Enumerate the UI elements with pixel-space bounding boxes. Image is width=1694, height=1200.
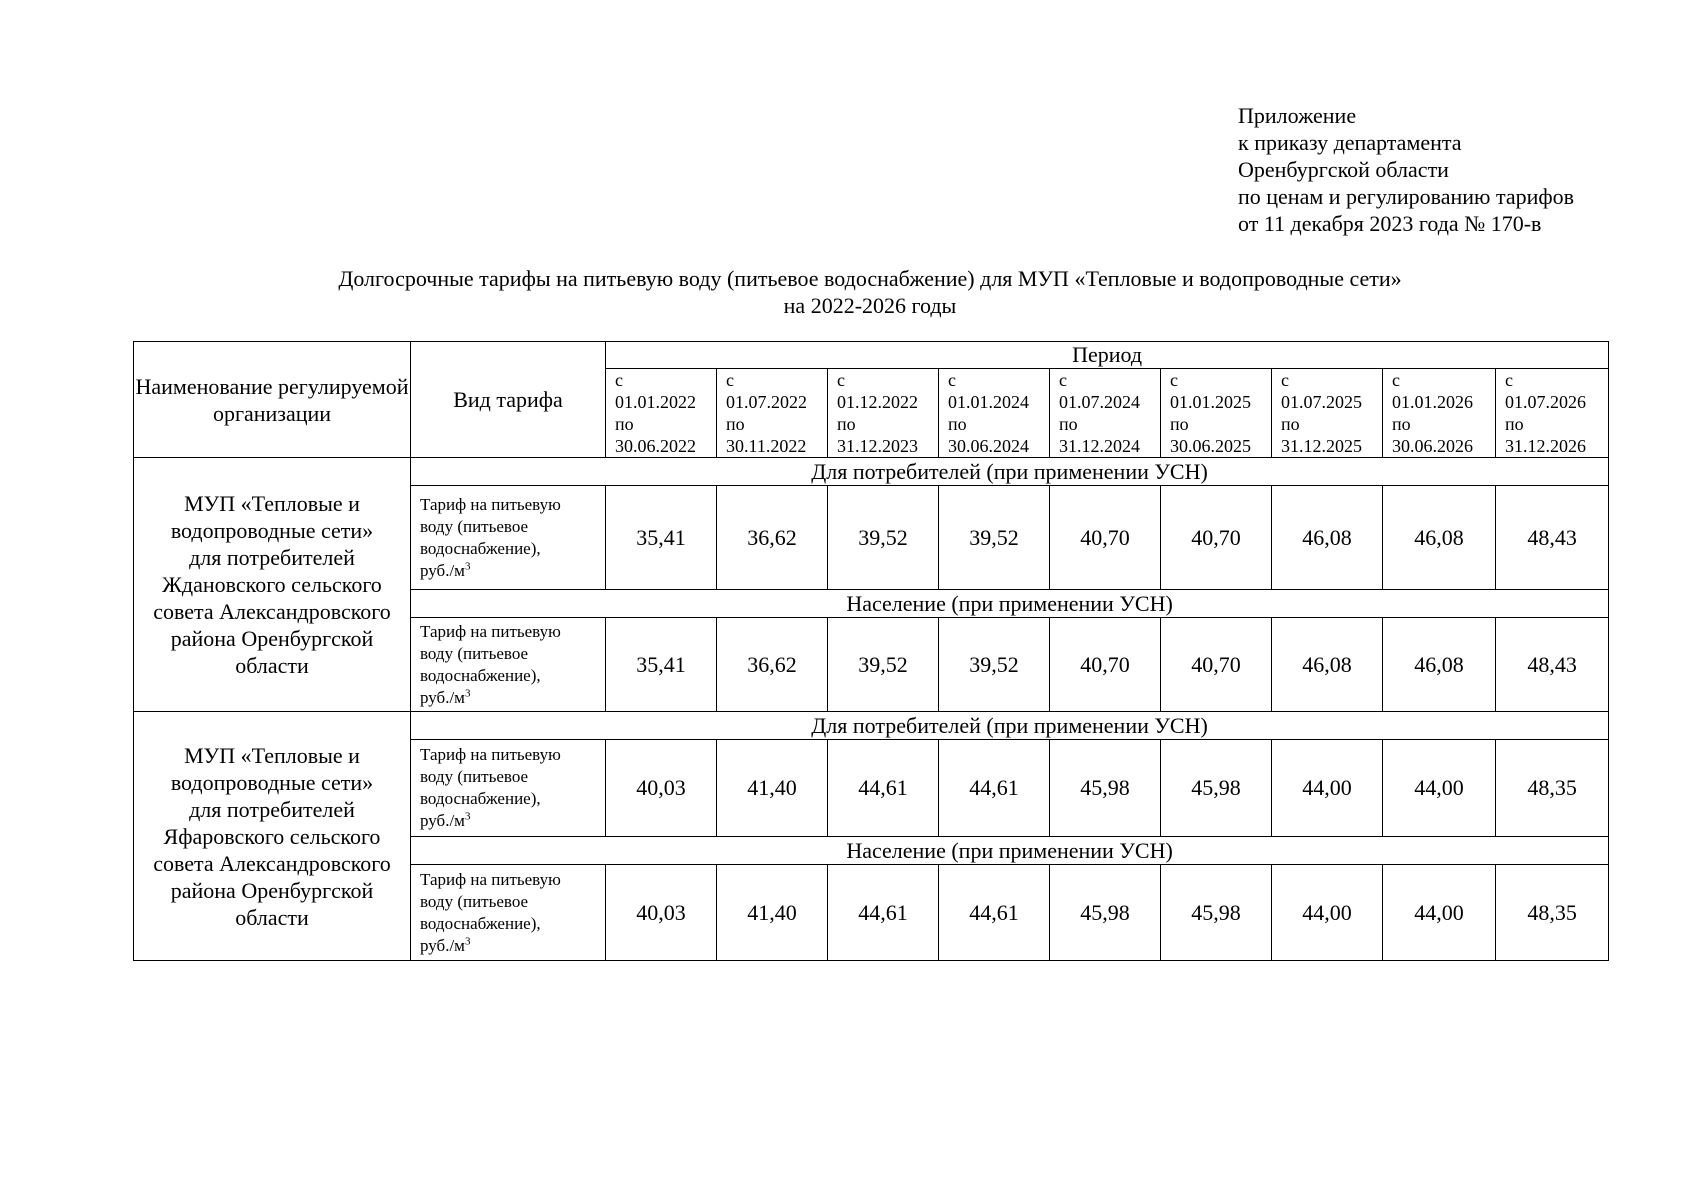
- org-name-line: совета Александровского: [153, 850, 391, 876]
- tariff-value-cell: 35,41: [606, 618, 717, 712]
- org-name-line: Ждановского сельского: [162, 572, 382, 597]
- tariff-value-cell: 44,61: [939, 865, 1050, 961]
- period-header-cell: [606, 369, 717, 458]
- title-line-2: на 2022-2026 годы: [783, 293, 957, 318]
- period-to-label: по: [837, 414, 856, 434]
- tariff-value-cell: 40,70: [1050, 486, 1161, 590]
- period-to-label: по: [726, 414, 745, 434]
- tariff-type-line: водоснабжение),: [420, 538, 541, 558]
- tariff-type-cell: [411, 618, 606, 712]
- group-label-cell: Население (при применении УСН): [411, 837, 1609, 865]
- period-from-label: с: [1281, 370, 1289, 390]
- period-from: 01.07.2025: [1281, 392, 1362, 412]
- group-label-cell: Для потребителей (при применении УСН): [411, 712, 1609, 740]
- group-label-cell: Для потребителей (при применении УСН): [411, 458, 1609, 486]
- org-name-line: района Оренбургской: [170, 626, 374, 651]
- period-to: 31.12.2024: [1059, 436, 1140, 456]
- org-name-line: МУП «Тепловые и: [184, 742, 360, 768]
- tariff-type-line: водоснабжение),: [420, 789, 541, 808]
- tariff-value-cell: 44,00: [1383, 740, 1496, 837]
- tariff-value-cell: 40,70: [1050, 618, 1161, 712]
- tariff-type-line: водоснабжение),: [420, 665, 541, 685]
- period-to-label: по: [1392, 414, 1411, 434]
- period-to-label: по: [1505, 414, 1524, 434]
- period-to-label: по: [1170, 414, 1189, 434]
- tariff-value-cell: 45,98: [1050, 740, 1161, 837]
- period-header-cell: [828, 369, 939, 458]
- tariff-value-cell: 35,41: [606, 486, 717, 590]
- tariff-type-line: воду (питьевое: [420, 643, 529, 663]
- period-to-label: по: [948, 414, 967, 434]
- appendix-line: по ценам и регулированию тарифов: [1238, 184, 1575, 209]
- tariff-type-line: воду (питьевое: [420, 767, 529, 786]
- tariff-unit-exponent: 3: [464, 559, 471, 572]
- tariff-unit: [420, 560, 605, 582]
- tariff-value-cell: 41,40: [717, 865, 828, 961]
- period-from-label: с: [1505, 370, 1513, 390]
- period-header-cell: [1496, 369, 1609, 458]
- group-label-cell: Население (при применении УСН): [411, 590, 1609, 618]
- org-name-line: Яфаровского сельского: [163, 823, 381, 849]
- period-from: 01.01.2022: [615, 392, 696, 412]
- period-from-label: с: [1392, 370, 1400, 390]
- period-from: 01.01.2026: [1392, 392, 1473, 412]
- appendix-line: Приложение: [1238, 103, 1357, 128]
- tariff-value-cell: 39,52: [939, 618, 1050, 712]
- period-to-label: по: [1281, 414, 1300, 434]
- period-from-label: с: [1170, 370, 1178, 390]
- tariff-value-cell: 36,62: [717, 618, 828, 712]
- tariff-unit-text: руб./м: [420, 560, 465, 580]
- period-header-cell: [717, 369, 828, 458]
- appendix-line: от 11 декабря 2023 года № 170-в: [1238, 211, 1542, 236]
- org-name-cell: [134, 712, 411, 961]
- tariff-value-cell: 46,08: [1383, 618, 1496, 712]
- tariff-type-line: Тариф на питьевую: [420, 494, 561, 514]
- group-row: [134, 458, 1609, 486]
- tariff-type-header: Вид тарифа: [411, 342, 606, 458]
- tariff-type-cell: [411, 865, 606, 961]
- org-name-line: водопроводные сети»: [170, 518, 374, 543]
- org-name-cell: [134, 458, 411, 712]
- tariff-unit-text: руб./м: [420, 935, 465, 955]
- appendix-line: Оренбургской области: [1238, 157, 1449, 182]
- period-from-label: с: [1059, 370, 1067, 390]
- period-from: 01.07.2026: [1505, 392, 1586, 412]
- period-from: 01.01.2025: [1170, 392, 1251, 412]
- tariff-value-cell: 40,03: [606, 865, 717, 961]
- tariff-value-cell: 40,70: [1161, 486, 1272, 590]
- period-from-label: с: [948, 370, 956, 390]
- period-header-cell: [1050, 369, 1161, 458]
- org-name-line: МУП «Тепловые и: [184, 491, 360, 516]
- tariff-value-cell: 39,52: [828, 618, 939, 712]
- tariff-unit-exponent: 3: [464, 810, 471, 823]
- tariff-value-cell: 48,43: [1496, 486, 1609, 590]
- org-name-line: для потребителей: [189, 796, 355, 822]
- tariff-value-cell: 44,00: [1272, 865, 1383, 961]
- org-name-line: совета Александровского: [153, 599, 391, 624]
- period-header-cell: [939, 369, 1050, 458]
- period-from: 01.01.2024: [948, 392, 1029, 412]
- period-from: 01.07.2022: [726, 392, 807, 412]
- tariff-unit-exponent: 3: [464, 686, 471, 699]
- period-to: 30.06.2026: [1392, 436, 1473, 456]
- appendix-line: к приказу департамента: [1238, 130, 1462, 155]
- tariff-value-cell: 48,43: [1496, 618, 1609, 712]
- tariff-value-cell: 45,98: [1050, 865, 1161, 961]
- tariff-unit-text: руб./м: [420, 687, 465, 707]
- tariff-value-cell: 48,35: [1496, 740, 1609, 837]
- period-to: 30.06.2022: [615, 436, 696, 456]
- org-header: Наименование регулируемой организации: [134, 342, 411, 458]
- tariff-value-cell: 39,52: [939, 486, 1050, 590]
- tariff-type-line: Тариф на питьевую: [420, 869, 561, 889]
- org-name-line: для потребителей: [189, 545, 355, 570]
- tariff-unit: [420, 935, 605, 957]
- tariff-type-line: Тариф на питьевую: [420, 621, 561, 641]
- period-header-cell: [1272, 369, 1383, 458]
- period-to: 30.06.2024: [948, 436, 1029, 456]
- group-row: [134, 712, 1609, 740]
- tariff-value-cell: 44,61: [939, 740, 1050, 837]
- tariff-table: [133, 341, 1609, 961]
- tariff-value-cell: 39,52: [828, 486, 939, 590]
- tariff-type-line: водоснабжение),: [420, 913, 541, 933]
- org-name-line: района Оренбургской: [170, 877, 374, 903]
- period-from-label: с: [726, 370, 734, 390]
- appendix-block: [1238, 102, 1574, 237]
- period-from-label: с: [837, 370, 845, 390]
- tariff-value-cell: 41,40: [717, 740, 828, 837]
- title-line-1: Долгосрочные тарифы на питьевую воду (питьевое водоснабжение) для МУП «Тепловые и водопроводные сети»: [338, 266, 1402, 291]
- tariff-unit: [420, 810, 605, 832]
- header-row-top: [134, 342, 1609, 369]
- tariff-unit-exponent: 3: [464, 934, 471, 947]
- period-from: 01.07.2024: [1059, 392, 1140, 412]
- tariff-value-cell: 46,08: [1272, 618, 1383, 712]
- tariff-type-cell: [411, 486, 606, 590]
- org-name-line: области: [235, 653, 309, 678]
- period-to-label: по: [615, 414, 634, 434]
- period-from-label: с: [615, 370, 623, 390]
- tariff-type-line: воду (питьевое: [420, 516, 529, 536]
- tariff-type-line: воду (питьевое: [420, 891, 529, 911]
- tariff-unit: [420, 687, 605, 709]
- tariff-value-cell: 48,35: [1496, 865, 1609, 961]
- tariff-unit-text: руб./м: [420, 811, 465, 830]
- tariff-value-cell: 45,98: [1161, 865, 1272, 961]
- tariff-value-cell: 40,70: [1161, 618, 1272, 712]
- tariff-value-cell: 45,98: [1161, 740, 1272, 837]
- period-to-label: по: [1059, 414, 1078, 434]
- period-to: 31.12.2025: [1281, 436, 1362, 456]
- period-to: 30.11.2022: [726, 436, 807, 456]
- tariff-type-line: Тариф на питьевую: [420, 745, 561, 764]
- tariff-value-cell: 36,62: [717, 486, 828, 590]
- period-to: 30.06.2025: [1170, 436, 1251, 456]
- tariff-value-cell: 44,61: [828, 865, 939, 961]
- period-header-cell: [1161, 369, 1272, 458]
- period-to: 31.12.2023: [837, 436, 918, 456]
- period-header-cell: [1383, 369, 1496, 458]
- tariff-value-cell: 44,61: [828, 740, 939, 837]
- org-name-line: водопроводные сети»: [170, 769, 374, 795]
- tariff-value-cell: 46,08: [1272, 486, 1383, 590]
- tariff-value-cell: 44,00: [1383, 865, 1496, 961]
- tariff-value-cell: 46,08: [1383, 486, 1496, 590]
- period-header: Период: [606, 342, 1609, 369]
- period-to: 31.12.2026: [1505, 436, 1586, 456]
- document-title: [120, 265, 1620, 319]
- tariff-value-cell: 44,00: [1272, 740, 1383, 837]
- tariff-value-cell: 40,03: [606, 740, 717, 837]
- org-name-line: области: [235, 904, 309, 930]
- table-body: [134, 342, 1609, 961]
- tariff-type-cell: [411, 740, 606, 837]
- period-from: 01.12.2022: [837, 392, 918, 412]
